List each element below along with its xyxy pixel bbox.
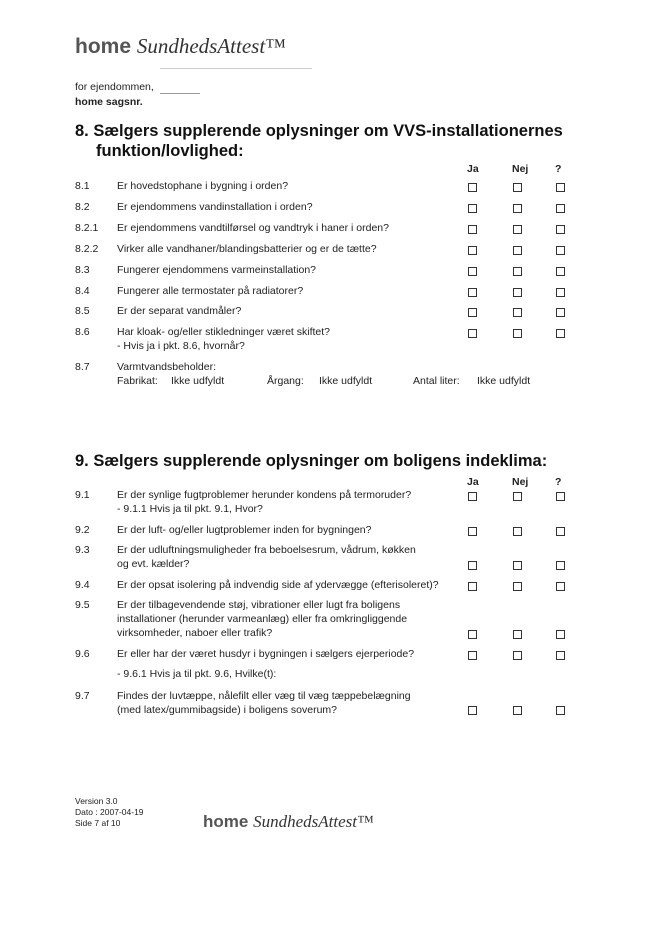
checkbox-yes-9.2[interactable] xyxy=(468,527,477,536)
item-question: Er der opsat isolering på indvendig side af ydervægge (efterisoleret)? xyxy=(117,579,439,591)
heater-make-label: Fabrikat: xyxy=(117,375,158,387)
footer-date: Dato : 2007-04-19 xyxy=(75,807,144,817)
heater-liters-label: Antal liter: xyxy=(413,375,460,387)
item-question: Er der synlige fugtproblemer herunder kondens på termoruder? xyxy=(117,489,412,501)
checkbox-no-9.5[interactable] xyxy=(513,630,522,639)
item-number: 9.5 xyxy=(75,599,90,611)
item-number: 9.4 xyxy=(75,579,90,591)
property-underline xyxy=(160,93,200,94)
item-question: Er eller har der været husdyr i bygningen i sælgers ejerperiode? xyxy=(117,648,415,660)
checkbox-yes-8.6[interactable] xyxy=(468,329,477,338)
checkbox-no-8.1[interactable] xyxy=(513,183,522,192)
checkbox-unknown-9.5[interactable] xyxy=(556,630,565,639)
item-number: 8.3 xyxy=(75,264,90,276)
item-question: Er der udluftningsmuligheder fra beboelsesrum, vådrum, køkken xyxy=(117,544,416,556)
checkbox-yes-9.3[interactable] xyxy=(468,561,477,570)
column-header-yes: Ja xyxy=(467,163,479,175)
checkbox-no-9.6[interactable] xyxy=(513,651,522,660)
checkbox-yes-9.1[interactable] xyxy=(468,492,477,501)
item-number: 8.2.2 xyxy=(75,243,99,255)
item-question: Fungerer ejendommens varmeinstallation? xyxy=(117,264,317,276)
divider xyxy=(160,68,312,69)
checkbox-yes-8.4[interactable] xyxy=(468,288,477,297)
item-subquestion: - Hvis ja i pkt. 8.6, hvornår? xyxy=(117,340,245,352)
logo-italic: SundhedsAttest™ xyxy=(253,812,374,831)
checkbox-unknown-8.1[interactable] xyxy=(556,183,565,192)
logo-bold: home xyxy=(203,812,249,831)
checkbox-yes-9.4[interactable] xyxy=(468,582,477,591)
item-number: 8.6 xyxy=(75,326,90,338)
item-number: 9.2 xyxy=(75,524,90,536)
item-question-continued: installationer (herunder varmeanlæg) eller fra omkringliggende xyxy=(117,613,408,625)
checkbox-unknown-8.4[interactable] xyxy=(556,288,565,297)
item-number: 8.2.1 xyxy=(75,222,99,234)
heater-year-value: Ikke udfyldt xyxy=(319,375,373,387)
checkbox-no-8.2.1[interactable] xyxy=(513,225,522,234)
section8-title: 8. Sælgers supplerende oplysninger om VVS-installationernes xyxy=(75,122,563,140)
footer-meta xyxy=(75,796,144,829)
checkbox-no-8.5[interactable] xyxy=(513,308,522,317)
checkbox-no-8.2.2[interactable] xyxy=(513,246,522,255)
footer-logo xyxy=(203,812,374,832)
item-number: 9.1 xyxy=(75,489,90,501)
item-question: Er ejendommens vandtilførsel og vandtryk i haner i orden? xyxy=(117,222,389,234)
column-header-yes: Ja xyxy=(467,476,479,488)
checkbox-no-9.2[interactable] xyxy=(513,527,522,536)
checkbox-unknown-9.1[interactable] xyxy=(556,492,565,501)
item-number: 8.2 xyxy=(75,201,90,213)
item-number: 8.5 xyxy=(75,305,90,317)
checkbox-no-9.7[interactable] xyxy=(513,706,522,715)
checkbox-unknown-9.4[interactable] xyxy=(556,582,565,591)
item-number: 9.7 xyxy=(75,690,90,702)
checkbox-yes-8.3[interactable] xyxy=(468,267,477,276)
checkbox-yes-8.5[interactable] xyxy=(468,308,477,317)
section8-title-line2: funktion/lovlighed: xyxy=(96,142,244,160)
header-logo xyxy=(75,34,286,59)
item-number: 8.7 xyxy=(75,361,90,373)
column-header-unknown: ? xyxy=(555,163,562,175)
checkbox-no-8.2[interactable] xyxy=(513,204,522,213)
checkbox-yes-8.1[interactable] xyxy=(468,183,477,192)
heater-year-label: Årgang: xyxy=(267,375,304,387)
checkbox-unknown-9.2[interactable] xyxy=(556,527,565,536)
column-header-no: Nej xyxy=(512,163,529,175)
checkbox-unknown-8.2.1[interactable] xyxy=(556,225,565,234)
case-label: home sagsnr. xyxy=(75,96,143,108)
checkbox-no-9.1[interactable] xyxy=(513,492,522,501)
checkbox-unknown-9.6[interactable] xyxy=(556,651,565,660)
heater-liters-value: Ikke udfyldt xyxy=(477,375,531,387)
item-question-continued: - 9.1.1 Hvis ja til pkt. 9.1, Hvor? xyxy=(117,503,263,515)
item-question: Virker alle vandhaner/blandingsbatterier og er de tætte? xyxy=(117,243,377,255)
item-number: 8.1 xyxy=(75,180,90,192)
heater-label: Varmtvandsbeholder: xyxy=(117,361,217,373)
checkbox-no-8.6[interactable] xyxy=(513,329,522,338)
checkbox-no-9.3[interactable] xyxy=(513,561,522,570)
item-number: 8.4 xyxy=(75,285,90,297)
item-question: Findes der luvtæppe, nålefilt eller væg til væg tæppebelægning xyxy=(117,690,411,702)
checkbox-yes-9.7[interactable] xyxy=(468,706,477,715)
checkbox-unknown-9.7[interactable] xyxy=(556,706,565,715)
checkbox-yes-8.2.2[interactable] xyxy=(468,246,477,255)
item-question: Har kloak- og/eller stikledninger været skiftet? xyxy=(117,326,331,338)
checkbox-unknown-8.6[interactable] xyxy=(556,329,565,338)
checkbox-unknown-8.2.2[interactable] xyxy=(556,246,565,255)
checkbox-unknown-9.3[interactable] xyxy=(556,561,565,570)
column-header-unknown: ? xyxy=(555,476,562,488)
logo-bold: home xyxy=(75,35,132,58)
property-label: for ejendommen, xyxy=(75,81,154,93)
checkbox-yes-9.6[interactable] xyxy=(468,651,477,660)
item-question-continued: og evt. kælder? xyxy=(117,558,190,570)
heater-details xyxy=(117,375,530,388)
item-question: Er der separat vandmåler? xyxy=(117,305,242,317)
item-question-continued: virksomheder, naboer eller trafik? xyxy=(117,627,273,639)
item-question: Er ejendommens vandinstallation i orden? xyxy=(117,201,313,213)
item-question: Er hovedstophane i bygning i orden? xyxy=(117,180,289,192)
footer-version: Version 3.0 xyxy=(75,796,118,806)
footer-page: Side 7 af 10 xyxy=(75,818,121,828)
item-number: 9.3 xyxy=(75,544,90,556)
checkbox-unknown-8.3[interactable] xyxy=(556,267,565,276)
checkbox-no-9.4[interactable] xyxy=(513,582,522,591)
item-number: 9.6 xyxy=(75,648,90,660)
item-question: Er der tilbagevendende støj, vibrationer eller lugt fra boligens xyxy=(117,599,401,611)
column-header-no: Nej xyxy=(512,476,529,488)
checkbox-unknown-8.2[interactable] xyxy=(556,204,565,213)
item-question: Fungerer alle termostater på radiatorer? xyxy=(117,285,304,297)
item-question-continued: (med latex/gummibagside) i boligens soverum? xyxy=(117,704,338,716)
checkbox-no-8.3[interactable] xyxy=(513,267,522,276)
logo-italic: SundhedsAttest™ xyxy=(136,34,286,58)
checkbox-yes-8.2[interactable] xyxy=(468,204,477,213)
checkbox-no-8.4[interactable] xyxy=(513,288,522,297)
checkbox-yes-8.2.1[interactable] xyxy=(468,225,477,234)
checkbox-yes-9.5[interactable] xyxy=(468,630,477,639)
item-question: Er der luft- og/eller lugtproblemer inden for bygningen? xyxy=(117,524,372,536)
section9-title: 9. Sælgers supplerende oplysninger om boligens indeklima: xyxy=(75,452,548,470)
checkbox-unknown-8.5[interactable] xyxy=(556,308,565,317)
item-question: - 9.6.1 Hvis ja til pkt. 9.6, Hvilke(t): xyxy=(117,668,277,680)
heater-make-value: Ikke udfyldt xyxy=(171,375,225,387)
